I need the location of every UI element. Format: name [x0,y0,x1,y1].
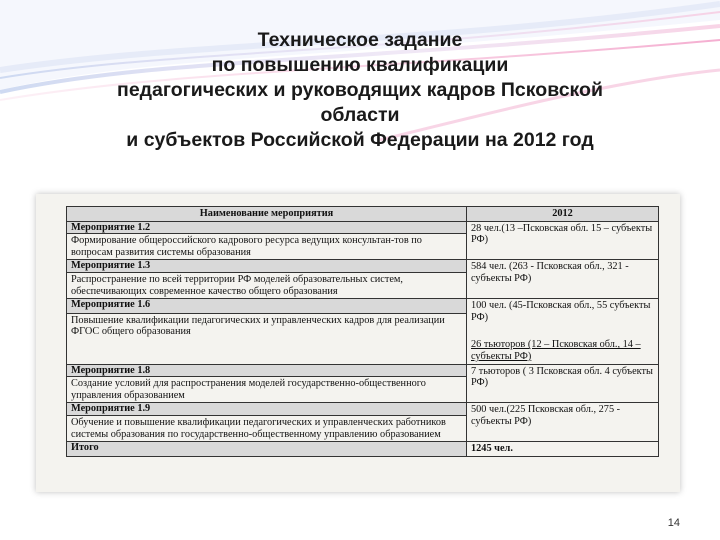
event-value: 7 тьюторов ( 3 Псковская обл. 4 субъекты РФ) [467,364,659,403]
header-event-name: Наименование мероприятия [67,207,467,222]
event-label: Мероприятие 1.9 [67,403,467,416]
table-row [67,260,659,273]
table-row [67,299,659,313]
slide-title [0,28,720,153]
table-row [67,403,659,416]
event-value-tutors: 26 тьюторов (12 – Псковская обл., 14 – субъекты РФ) [471,339,641,362]
event-description: Повышение квалификации педагогических и управленческих кадров для реализации ФГОС общего образования [67,313,467,364]
event-value: 584 чел. (263 - Псковская обл., 321 - субъекты РФ) [467,260,659,299]
title-line-4: области [320,104,400,126]
total-value: 1245 чел. [467,442,659,457]
title-line-3: педагогических и руководящих кадров Псковской [117,79,603,101]
page-number: 14 [667,517,680,529]
event-value: 28 чел.(13 –Псковская обл. 15 – субъекты РФ) [467,221,659,260]
event-label: Мероприятие 1.8 [67,364,467,377]
table-header-row [67,207,659,222]
event-value: 500 чел.(225 Псковская обл., 275 - субъекты РФ) [467,403,659,442]
title-line-2: по повышению квалификации [211,54,509,76]
event-value: 100 чел. (45-Псковская обл., 55 субъекты РФ) [471,300,651,323]
header-year: 2012 [467,207,659,222]
event-description: Распространение по всей территории РФ моделей образовательных систем, обеспечивающих современное качество общего образования [67,272,467,298]
table-image-frame [36,194,680,492]
event-label: Мероприятие 1.2 [67,221,467,234]
event-description: Создание условий для распространения моделей государственно-общественного управления образованием [67,377,467,403]
event-label: Мероприятие 1.3 [67,260,467,273]
event-value-cell [467,299,659,364]
table-row [67,364,659,377]
table-total-row [67,442,659,457]
title-line-5: и субъектов Российской Федерации на 2012 год [126,129,594,151]
events-table [66,206,659,457]
event-label: Мероприятие 1.6 [67,299,467,313]
event-description: Обучение и повышение квалификации педагогических и управленческих работников системы образования по государственно-общественному управлению образованием [67,415,467,441]
total-label: Итого [67,442,467,457]
event-description: Формирование общероссийского кадрового ресурса ведущих консультан-тов по вопросам развития системы образования [67,234,467,260]
table-row [67,221,659,234]
title-line-1: Техническое задание [257,29,463,51]
